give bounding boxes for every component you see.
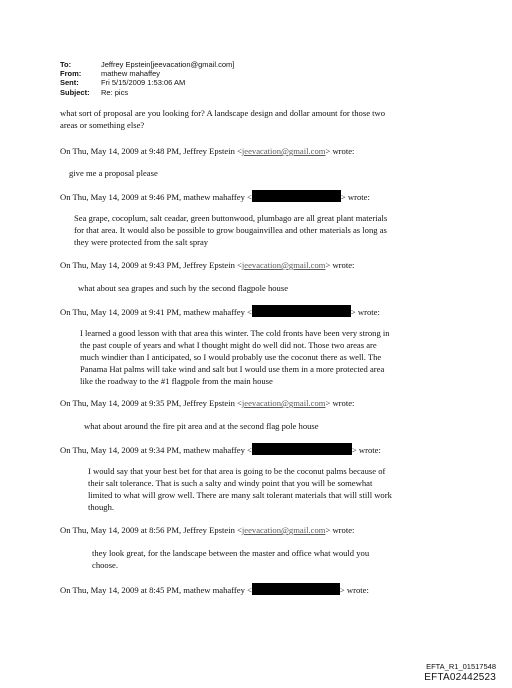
- email-link[interactable]: jeevacation@gmail.com: [241, 525, 326, 535]
- message-2-line-3: they were protected from the salt spray: [74, 237, 209, 247]
- quote-header-1-suffix: > wrote:: [325, 146, 355, 156]
- message-7-line-1: they look great, for the landscape between the master and office what would you: [92, 548, 370, 558]
- message-7-line-2: choose.: [92, 560, 119, 570]
- message-4-line-2: the past couple of years and what I thought might do well did not. Those two areas are: [80, 340, 377, 350]
- reply-line-1: what sort of proposal are you looking for? A landscape design and dollar amount for those two: [60, 108, 386, 118]
- quote-header-8-suffix: > wrote:: [339, 585, 369, 595]
- to-row: [60, 60, 234, 69]
- message-2-line-2: for that area. It would also be possible to grow bougainvillea and other materials as long as: [74, 225, 387, 235]
- quote-header-4-prefix: On Thu, May 14, 2009 at 9:41 PM, mathew mahaffey <: [60, 307, 252, 317]
- quote-header-6-prefix: On Thu, May 14, 2009 at 9:34 PM, mathew mahaffey <: [60, 445, 252, 455]
- message-6-line-2: their salt tolerance. That is such a salty and windy point that you will be somewhat: [88, 478, 373, 488]
- quote-header-2-suffix: > wrote:: [340, 192, 370, 202]
- quote-header-1-prefix: On Thu, May 14, 2009 at 9:48 PM, Jeffrey Epstein <: [60, 146, 242, 156]
- quote-header-3-prefix: On Thu, May 14, 2009 at 9:43 PM, Jeffrey Epstein <: [60, 260, 242, 270]
- email-header: [60, 60, 234, 97]
- redaction-block: [252, 305, 351, 317]
- quote-header-6-suffix: > wrote:: [351, 445, 381, 455]
- email-link[interactable]: jeevacation@gmail.com: [241, 398, 326, 408]
- message-5: what about around the fire pit area and at the second flag pole house: [84, 421, 319, 431]
- quote-header-8: [60, 583, 369, 597]
- quote-header-1: [60, 146, 354, 158]
- subject-value: Re: pics: [101, 87, 129, 97]
- quote-header-4: [60, 305, 380, 319]
- reply-line-2: areas or something else?: [60, 120, 145, 130]
- quote-header-7-suffix: > wrote:: [325, 525, 355, 535]
- message-4-line-4: Panama Hat palms will take wind and salt but I would use them in a more protected area: [80, 364, 385, 374]
- message-6-line-4: though.: [88, 502, 115, 512]
- subject-row: [60, 88, 234, 97]
- email-link[interactable]: jeevacation@gmail.com: [241, 146, 326, 156]
- email-link[interactable]: jeevacation@gmail.com: [241, 260, 326, 270]
- redaction-block: [252, 583, 340, 595]
- quote-header-3-suffix: > wrote:: [325, 260, 355, 270]
- quote-header-6: [60, 443, 381, 457]
- quote-header-7: [60, 525, 354, 537]
- message-4-line-3: much windier than I anticipated, so I would probably use the coconut there as well. The: [80, 352, 382, 362]
- sent-label: Sent:: [60, 78, 79, 88]
- quote-header-5-prefix: On Thu, May 14, 2009 at 9:35 PM, Jeffrey Epstein <: [60, 398, 242, 408]
- to-value: Jeffrey Epstein[jeevacation@gmail.com]: [101, 60, 235, 69]
- from-value: mathew mahaffey: [101, 69, 161, 79]
- message-3: what about sea grapes and such by the second flagpole house: [78, 283, 289, 293]
- quote-header-2-prefix: On Thu, May 14, 2009 at 9:46 PM, mathew mahaffey <: [60, 192, 252, 202]
- quote-header-3: [60, 260, 354, 272]
- message-1: give me a proposal please: [69, 168, 158, 178]
- redaction-block: [252, 190, 341, 202]
- sent-value: Fri 5/15/2009 1:53:06 AM: [101, 78, 186, 88]
- bates-id-primary: EFTA_R1_01517548: [426, 662, 496, 671]
- quote-header-8-prefix: On Thu, May 14, 2009 at 8:45 PM, mathew mahaffey <: [60, 585, 252, 595]
- sent-row: [60, 78, 234, 87]
- subject-label: Subject:: [60, 87, 90, 97]
- quote-header-5: [60, 398, 354, 410]
- message-4-line-1: I learned a good lesson with that area this winter. The cold fronts have been very strong in: [80, 328, 390, 338]
- quote-header-2: [60, 190, 370, 204]
- quote-header-5-suffix: > wrote:: [325, 398, 355, 408]
- bates-id-secondary: EFTA02442523: [424, 672, 496, 683]
- message-2-line-1: Sea grape, cocoplum, salt ceadar, green buttonwood, plumbago are all great plant materials: [74, 213, 388, 223]
- quote-header-4-suffix: > wrote:: [350, 307, 380, 317]
- message-6-line-1: I would say that your best bet for that area is going to be the coconut palms because of: [88, 466, 386, 476]
- redaction-block: [252, 443, 352, 455]
- from-row: [60, 69, 234, 78]
- message-4-line-5: like the roadway to the #1 flagpole from the main house: [80, 376, 273, 386]
- to-label: To:: [60, 60, 72, 69]
- from-label: From:: [60, 69, 82, 79]
- quote-header-7-prefix: On Thu, May 14, 2009 at 8:56 PM, Jeffrey Epstein <: [60, 525, 242, 535]
- message-6-line-3: limited to what will grow well. There are many salt tolerant materials that will still work: [88, 490, 392, 500]
